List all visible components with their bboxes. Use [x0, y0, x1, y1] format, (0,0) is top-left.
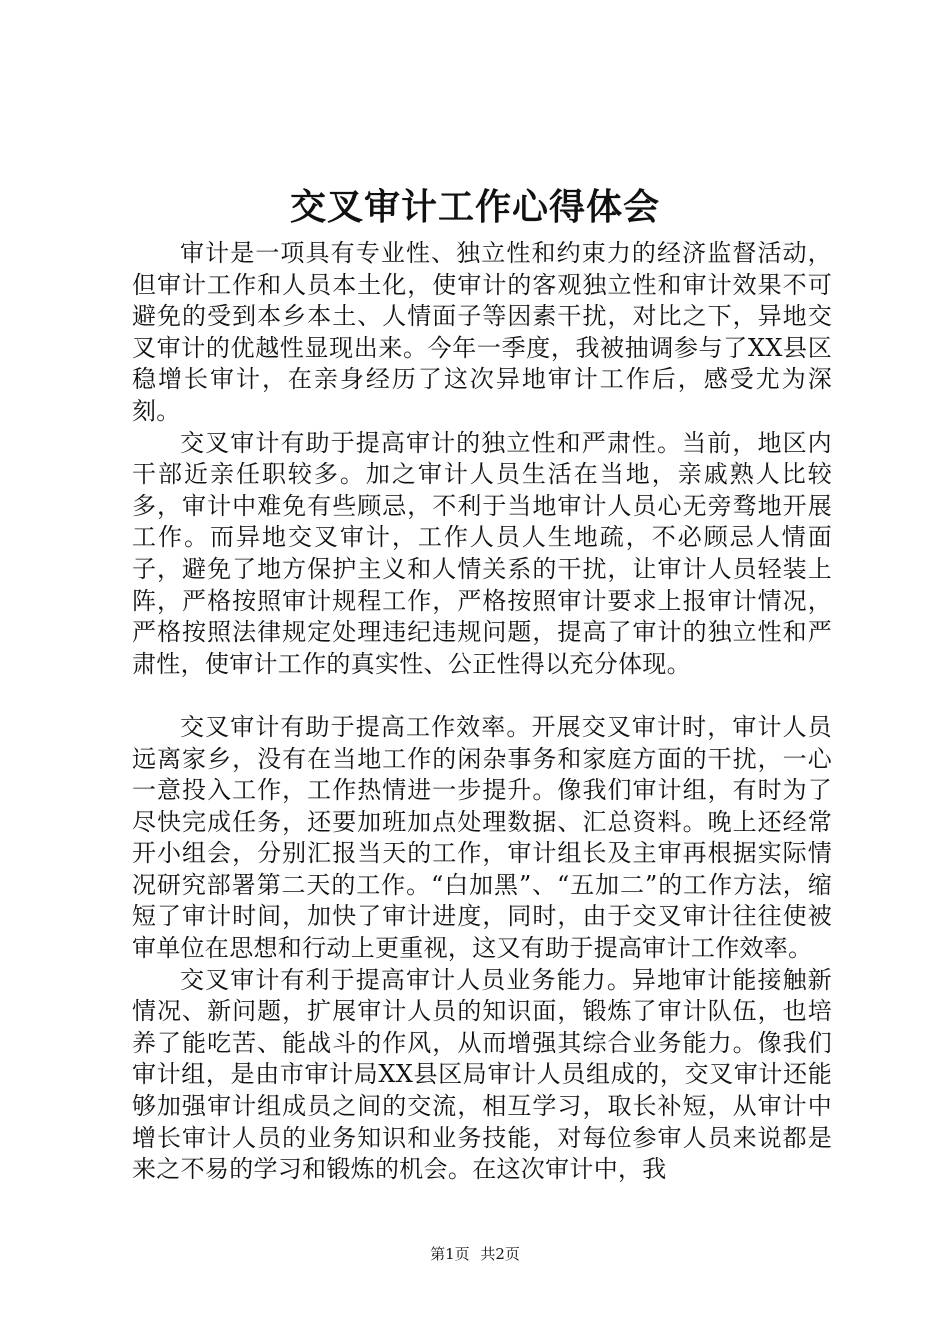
- paragraph-spacer: [132, 680, 832, 712]
- page-total: 共2页: [480, 1245, 520, 1263]
- document-body: [132, 238, 832, 1186]
- paragraph-capability: 交叉审计有利于提高审计人员业务能力。异地审计能接触新情况、新问题，扩展审计人员的知识面，锻炼了审计队伍，也培养了能吃苦、能战斗的作风，从而增强其综合业务能力。像我们审计组，是由市审计局XX县区局审计人员组成的，交叉审计还能够加强审计组成员之间的交流，相互学习，取长补短，从审计中增长审计人员的业务知识和业务技能，对每位参审人员来说都是来之不易的学习和锻炼的机会。在这次审计中，我: [132, 965, 832, 1184]
- paragraph-efficiency: 交叉审计有助于提高工作效率。开展交叉审计时，审计人员远离家乡，没有在当地工作的闲杂事务和家庭方面的干扰，一心一意投入工作，工作热情进一步提升。像我们审计组，有时为了尽快完成任务，还要加班加点处理数据、汇总资料。晚上还经常开小组会，分别汇报当天的工作，审计组长及主审再根据实际情况研究部署第二天的工作。“白加黑”、“五加二”的工作方法，缩短了审计时间，加快了审计进度，同时，由于交叉审计往往使被审单位在思想和行动上更重视，这又有助于提高审计工作效率。: [132, 712, 832, 963]
- page-footer: [0, 1243, 950, 1265]
- paragraph-intro: 审计是一项具有专业性、独立性和约束力的经济监督活动，但审计工作和人员本土化，使审计的客观独立性和审计效果不可避免的受到本乡本土、人情面子等因素干扰，对比之下，异地交叉审计的优越性显现出来。今年一季度，我被抽调参与了XX县区稳增长审计，在亲身经历了这次异地审计工作后，感受尤为深刻。: [132, 239, 832, 425]
- paragraph-independence: 交叉审计有助于提高审计的独立性和严肃性。当前，地区内干部近亲任职较多。加之审计人员生活在当地，亲戚熟人比较多，审计中难免有些顾忌，不利于当地审计人员心无旁骛地开展工作。而异地交叉审计，工作人员人生地疏，不必顾忌人情面子，避免了地方保护主义和人情关系的干扰，让审计人员轻装上阵，严格按照审计规程工作，严格按照审计要求上报审计情况，严格按照法律规定处理违纪违规问题，提高了审计的独立性和严肃性，使审计工作的真实性、公正性得以充分体现。: [132, 428, 832, 678]
- document-title: 交叉审计工作心得体会: [289, 187, 660, 228]
- page-number: 第1页: [430, 1245, 470, 1263]
